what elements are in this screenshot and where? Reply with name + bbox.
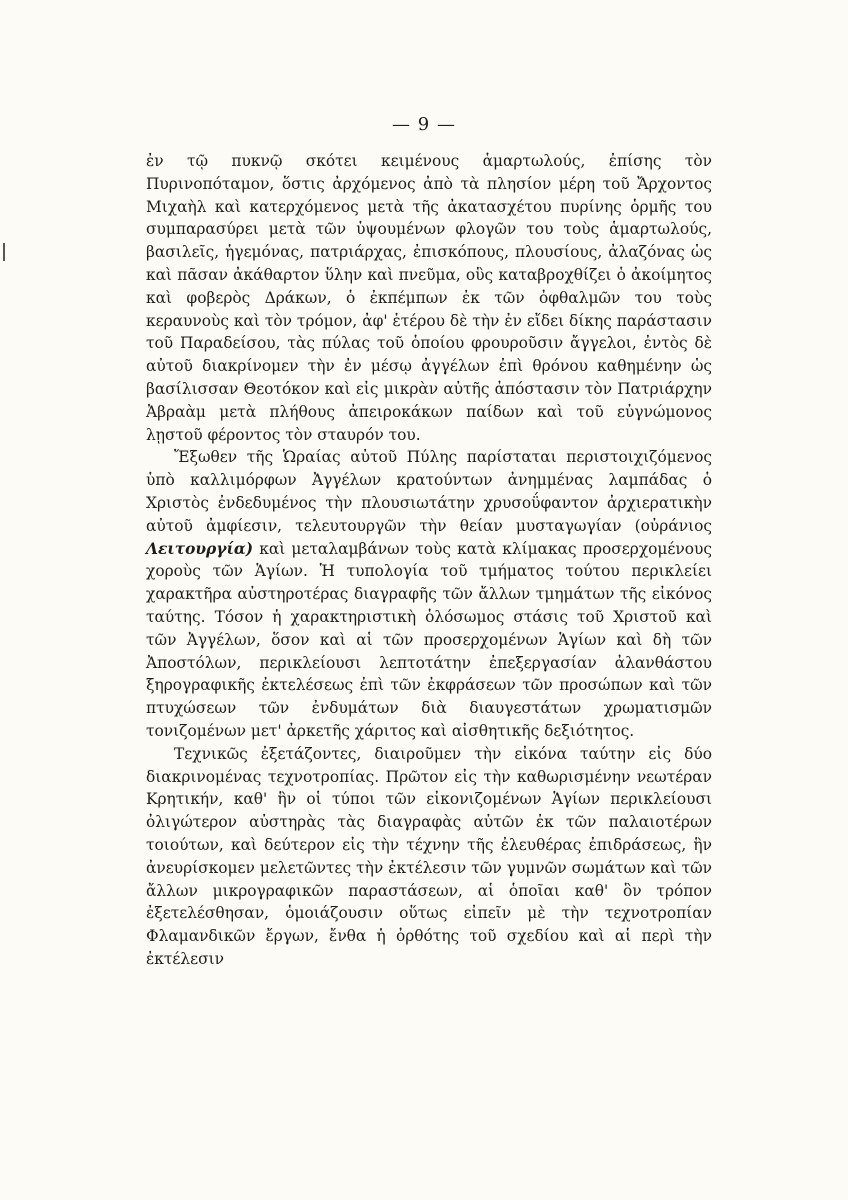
body-text — [146, 150, 712, 971]
paragraph-2-bold-term: Λειτουργία) — [146, 539, 254, 558]
paragraph-2 — [146, 446, 712, 742]
paragraph-3-text: Τεχνικῶς ἐξετάζοντες, διαιροῦμεν τὴν εἰκόνα ταύτην εἰς δύο διακρινομένας τεχνοτροπίας. Πρῶτον εἰς τὴν καθωρισμένην νεωτέραν Κρητικήν, καθ' ἣν οἱ τύποι τῶν εἰκονιζομένων Ἁγίων περικλείουσι ὀλιγώτερον αὐστηρὰς τὰς διαγραφὰς αὐτῶν ἐκ τῶν παλαιοτέρων τοιούτων, καὶ δεύτερον εἰς τὴν τέχνην τῆς ἐλευθέρας ἐπιδράσεως, ἣν ἀνευρίσκομεν μελετῶντες τὴν ἐκτέλεσιν τῶν γυμνῶν σωμάτων καὶ τῶν ἄλλων μικρογραφικῶν παραστάσεων, αἱ ὁποῖαι καθ' ὃν τρόπον ἐξετελέσθησαν, ὁμοιάζουσιν οὕτως εἰπεῖν μὲ τὴν τεχνοτροπίαν Φλαμανδικῶν ἔργων, ἔνθα ἡ ὀρθότης τοῦ σχεδίου καὶ αἱ περὶ τὴν ἐκτέλεσιν — [146, 744, 712, 968]
paragraph-1-text: ἐν τῷ πυκνῷ σκότει κειμένους ἁμαρτωλούς, ἐπίσης τὸν Πυρινοπόταμον, ὅστις ἀρχόμενος ἀπὸ τὰ πλησίον μέρη τοῦ Ἄρχοντος Μιχαὴλ καὶ κατερχόμενος μετὰ τῆς ἀκατασχέτου πυρίνης ὁρμῆς του συμπαρασύρει μετὰ τῶν ὑψουμένων φλογῶν του τοὺς ἁμαρτωλούς, βασιλεῖς, ἡγεμόνας, πατριάρχας, ἐπισκόπους, πλουσίους, ἀλαζόνας ὡς καὶ πᾶσαν ἀκάθαρτον ὕλην καὶ πνεῦμα, οὓς καταβροχθίζει ὁ ἀκοίμητος καὶ φοβερὸς Δράκων, ὁ ἐκπέμπων ἐκ τῶν ὀφθαλμῶν του τοὺς κεραυνοὺς καὶ τὸν τρόμον, ἀφ' ἑτέρου δὲ τὴν ἐν εἴδει δίκης παράστασιν τοῦ Παραδείσου, τὰς πύλας τοῦ ὁποίου φρουροῦσιν ἄγγελοι, ἐντὸς δὲ αὐτοῦ διακρίνομεν τὴν ἐν μέσῳ ἀγγέλων ἐπὶ θρόνου καθημένην ὡς βασίλισσαν Θεοτόκον καὶ εἰς μικρὰν αὐτῆς ἀπόστασιν τὸν Πατριάρχην Ἀβραὰμ μετὰ πλήθους ἀπειροκάκων παίδων καὶ τοῦ εὐγνώμονος λῃστοῦ φέροντος τὸν σταυρόν του. — [146, 152, 712, 444]
paragraph-2-text-end: καὶ μεταλαμβάνων τοὺς κατὰ κλίμακας προσερχομένους χοροὺς τῶν Ἁγίων. Ἡ τυπολογία τοῦ τμήματος τούτου περικλείει χαρακτῆρα αὐστηροτέρας διαγραφῆς τῶν ἄλλων τμημάτων τῆς εἰκόνος ταύτης. Τόσον ἡ χαρακτηριστικὴ ὁλόσωμος στάσις τοῦ Χριστοῦ καὶ τῶν Ἀγγέλων, ὅσον καὶ αἱ τῶν προσερχομένων Ἁγίων καὶ δὴ τῶν Ἀποστόλων, περικλείουσι λεπτοτάτην ἐπεξεργασίαν ἀλανθάστου ξηρογραφικῆς ἐκτελέσεως ἐπὶ τῶν ἐκφράσεων τῶν προσώπων καὶ τῶν πτυχώσεων τῶν ἐνδυμάτων διὰ διαυγεστάτων χρωματισμῶν τονιζομένων μετ' ἀρκετῆς χάριτος καὶ αἰσθητικῆς δεξιότητος. — [146, 539, 712, 740]
page-edge-mark — [3, 243, 5, 261]
page-number: — 9 — — [392, 114, 456, 135]
paragraph-1 — [146, 150, 712, 446]
paragraph-3 — [146, 743, 712, 971]
paragraph-2-text-start: Ἔξωθεν τῆς Ὡραίας αὐτοῦ Πύλης παρίσταται περιστοιχιζόμενος ὑπὸ καλλιμόρφων Ἀγγέλων κρατούντων ἀνημμένας λαμπάδας ὁ Χριστὸς ἐνδεδυμένος τὴν πλουσιωτάτην χρυσοΰφαντον ἀρχιερατικὴν αὐτοῦ ἀμφίεσιν, τελευτουργῶν τὴν θείαν μυσταγωγίαν (οὐράνιος — [146, 448, 712, 535]
